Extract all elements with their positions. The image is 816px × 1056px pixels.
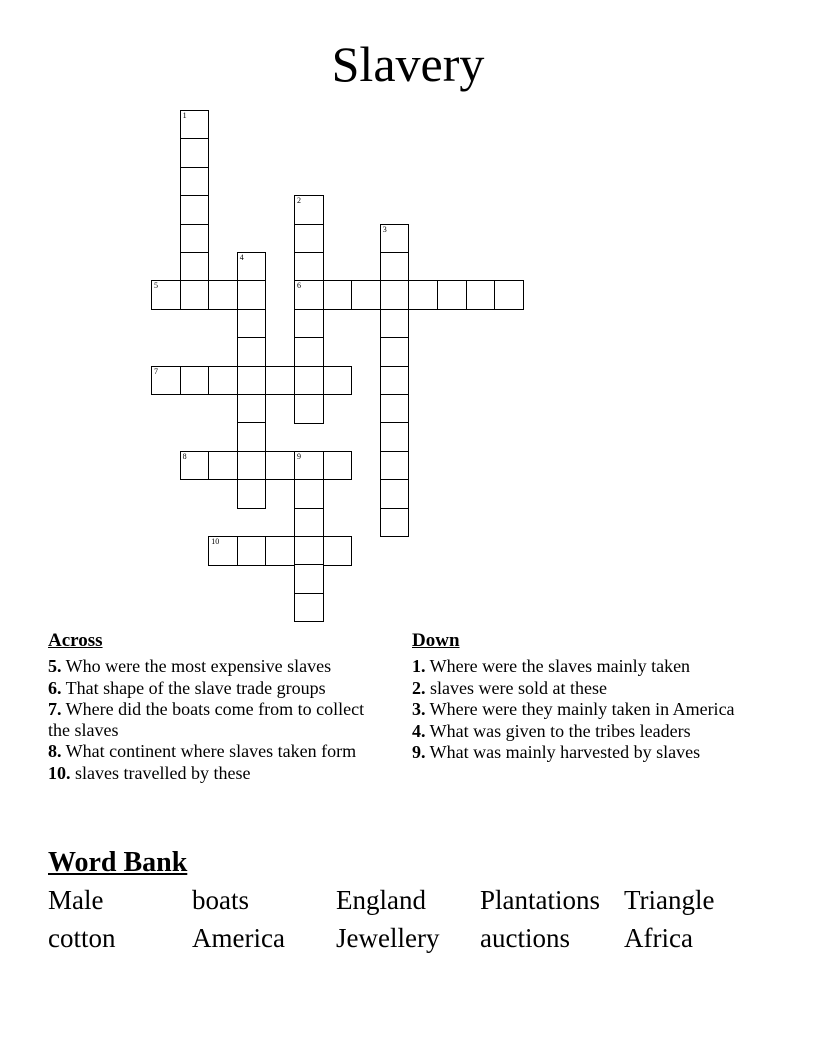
crossword-cell[interactable] <box>180 366 210 396</box>
crossword-cell[interactable] <box>180 451 210 481</box>
clue-number-label: 8. <box>48 741 62 761</box>
crossword-cell[interactable] <box>237 337 267 367</box>
crossword-cell[interactable] <box>380 224 410 254</box>
crossword-cell[interactable] <box>294 337 324 367</box>
crossword-cell[interactable] <box>380 479 410 509</box>
across-clue <box>48 763 388 784</box>
crossword-cell[interactable] <box>380 309 410 339</box>
clue-text: slaves travelled by these <box>70 762 251 783</box>
clue-number: 10 <box>211 537 220 546</box>
down-heading: Down <box>412 630 460 651</box>
clue-number-label: 6. <box>48 677 62 698</box>
crossword-cell[interactable] <box>380 451 410 481</box>
crossword-cell[interactable] <box>265 536 295 566</box>
down-clue <box>412 699 757 720</box>
crossword-cell[interactable] <box>466 280 496 310</box>
crossword-cell[interactable] <box>380 280 410 310</box>
crossword-cell[interactable] <box>294 593 324 623</box>
crossword-cell[interactable] <box>208 366 238 396</box>
crossword-cell[interactable] <box>294 195 324 225</box>
word-bank-item: Plantations <box>480 885 600 915</box>
crossword-cell[interactable] <box>265 366 295 396</box>
down-clue <box>412 678 757 699</box>
down-clue <box>412 742 757 763</box>
crossword-cell[interactable] <box>494 280 524 310</box>
crossword-cell[interactable] <box>208 451 238 481</box>
across-heading: Across <box>48 630 103 651</box>
clue-number-label: 9. <box>412 742 426 762</box>
crossword-cell[interactable] <box>323 536 353 566</box>
clue-number: 1 <box>182 111 187 120</box>
clue-number: 5 <box>154 281 158 291</box>
page-title: Slavery <box>331 36 485 92</box>
crossword-cell[interactable] <box>380 394 410 424</box>
word-bank-item: America <box>192 923 285 953</box>
crossword-cell[interactable] <box>237 451 267 481</box>
crossword-cell[interactable] <box>237 536 267 566</box>
crossword-cell[interactable] <box>265 451 295 481</box>
word-bank-item: Triangle <box>624 885 715 915</box>
crossword-cell[interactable] <box>380 252 410 282</box>
crossword-cell[interactable] <box>208 280 238 310</box>
down-clue-list <box>412 656 757 763</box>
clue-number: 8 <box>182 451 187 461</box>
crossword-cell[interactable] <box>208 536 238 566</box>
clue-number-label: 7. <box>48 699 62 719</box>
crossword-cell[interactable] <box>294 366 324 396</box>
clue-number: 9 <box>297 451 301 461</box>
crossword-cell[interactable] <box>380 422 410 452</box>
crossword-cell[interactable] <box>294 280 324 310</box>
crossword-cell[interactable] <box>237 394 267 424</box>
crossword-cell[interactable] <box>294 536 324 566</box>
clue-text: What was given to the tribes leaders <box>425 720 691 741</box>
clue-text: That shape of the slave trade groups <box>61 677 326 698</box>
down-clues <box>412 630 757 764</box>
crossword-cell[interactable] <box>237 252 267 282</box>
crossword-cell[interactable] <box>237 366 267 396</box>
clue-number: 4 <box>239 253 244 262</box>
clue-number: 3 <box>382 224 387 234</box>
crossword-cell[interactable] <box>237 309 267 339</box>
crossword-cell[interactable] <box>151 280 181 310</box>
clue-number: 7 <box>154 366 158 376</box>
crossword-cell[interactable] <box>151 366 181 396</box>
word-bank-item: auctions <box>480 923 570 953</box>
crossword-cell[interactable] <box>323 451 353 481</box>
clue-number: 6 <box>297 281 301 291</box>
clue-number: 2 <box>297 196 301 206</box>
word-bank-title: Word Bank <box>48 847 188 878</box>
crossword-cell[interactable] <box>323 280 353 310</box>
clue-number-label: 3. <box>412 699 426 719</box>
crossword-cell[interactable] <box>180 280 210 310</box>
word-bank-item: cotton <box>48 923 116 953</box>
crossword-cell[interactable] <box>180 110 210 140</box>
crossword-cell[interactable] <box>323 366 353 396</box>
crossword-cell[interactable] <box>294 224 324 254</box>
clue-text: Where were they mainly taken in America <box>425 699 735 719</box>
crossword-cell[interactable] <box>180 138 210 168</box>
across-clue <box>48 656 388 677</box>
clue-text: Where did the boats come from to collect the slaves <box>48 699 365 740</box>
crossword-cell[interactable] <box>294 508 324 538</box>
clue-text: What continent where slaves taken form <box>61 741 357 761</box>
crossword-cell[interactable] <box>180 252 210 282</box>
across-clues <box>48 630 388 784</box>
crossword-cell[interactable] <box>380 366 410 396</box>
crossword-cell[interactable] <box>294 451 324 481</box>
clue-text: Who were the most expensive slaves <box>61 656 332 676</box>
crossword-cell[interactable] <box>180 224 210 254</box>
crossword-cell[interactable] <box>351 280 381 310</box>
crossword-cell[interactable] <box>237 280 267 310</box>
crossword-cell[interactable] <box>408 280 438 310</box>
crossword-cell[interactable] <box>237 422 267 452</box>
word-bank-item: Male <box>48 885 104 915</box>
clue-number-label: 10. <box>48 762 71 783</box>
word-bank-item: Jewellery <box>336 923 440 953</box>
across-clue <box>48 699 388 740</box>
clue-number-label: 4. <box>412 720 426 741</box>
word-bank-item: Africa <box>624 923 693 953</box>
crossword-cell[interactable] <box>294 309 324 339</box>
word-bank-item: England <box>336 885 426 915</box>
across-clue <box>48 741 388 762</box>
clue-number-label: 2. <box>412 677 426 698</box>
crossword-cell[interactable] <box>294 479 324 509</box>
clue-text: Where were the slaves mainly taken <box>425 656 691 676</box>
clue-number-label: 1. <box>412 656 426 676</box>
crossword-cell[interactable] <box>294 394 324 424</box>
across-clue-list <box>48 656 388 783</box>
crossword-cell[interactable] <box>180 167 210 197</box>
down-clue <box>412 656 757 677</box>
down-clue <box>412 721 757 742</box>
clue-text: slaves were sold at these <box>425 677 607 698</box>
crossword-cell[interactable] <box>380 508 410 538</box>
crossword-cell[interactable] <box>437 280 467 310</box>
crossword-cell[interactable] <box>380 337 410 367</box>
crossword-cell[interactable] <box>294 564 324 594</box>
word-bank-item: boats <box>192 885 249 915</box>
crossword-cell[interactable] <box>237 479 267 509</box>
crossword-cell[interactable] <box>294 252 324 282</box>
clue-text: What was mainly harvested by slaves <box>425 742 701 762</box>
clue-number-label: 5. <box>48 656 62 676</box>
across-clue <box>48 678 388 699</box>
crossword-cell[interactable] <box>180 195 210 225</box>
